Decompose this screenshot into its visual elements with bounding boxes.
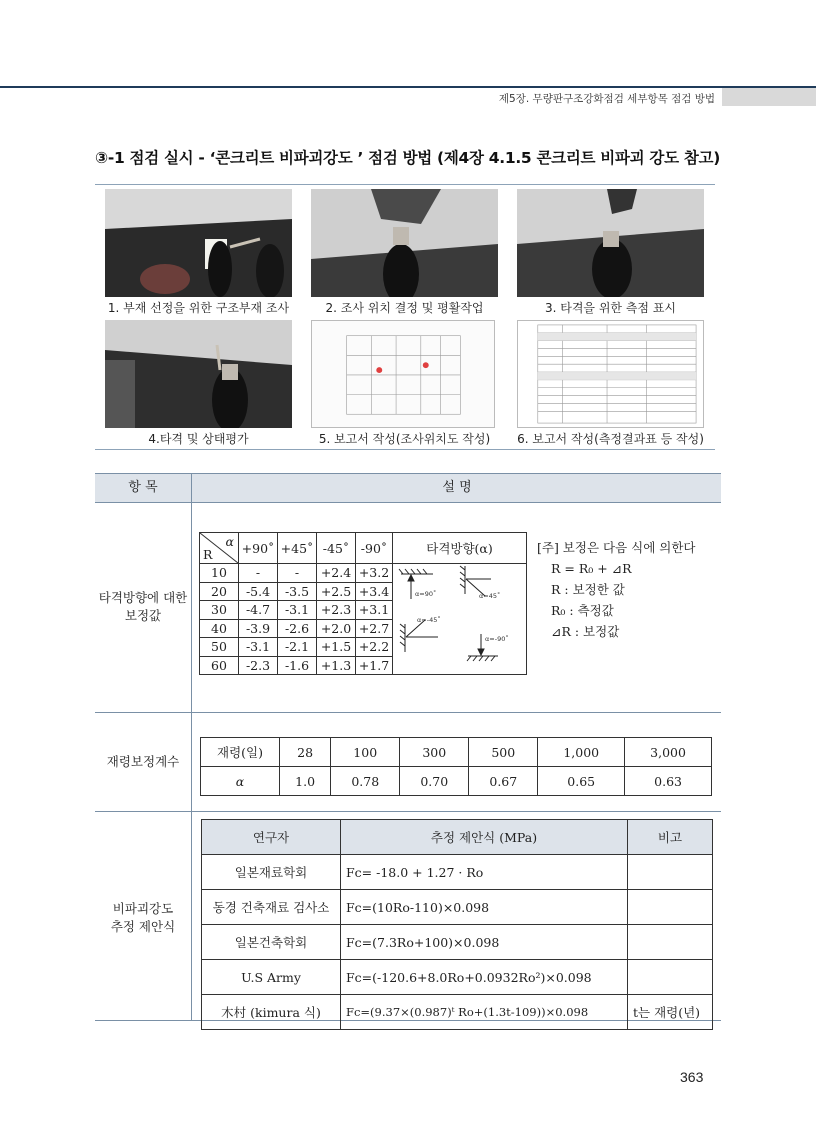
formula-cell: Fc=(-120.6+8.0Ro+0.0932Ro²)×0.098 [341,960,628,995]
table-cell: -3.1 [278,601,317,620]
photo-1 [105,189,292,297]
photo-5 [311,320,495,428]
photo-caption-3: 3. 타격을 위한 측점 표시 [544,301,677,315]
table-cell: +1.5 [317,638,356,657]
table-cell: -2.1 [278,638,317,657]
col-header: 비고 [628,820,713,855]
section-title: ③-1 점검 실시 - ‘콘크리트 비파괴강도 ’ 점검 방법 (제4장 4.1.5 콘크리트 비파괴 강도 참고) [95,149,720,167]
strength-formula-table [201,819,713,1030]
table-cell: 0.67 [469,767,538,796]
table-cell: -3.1 [239,638,278,657]
table-cell: +2.7 [356,619,393,638]
table-cell: +1.7 [356,656,393,675]
header-tab [722,88,816,106]
note-line: [주] 보정은 다음 식에 의한다 [537,540,696,555]
alpha-90-label: α=90˚ [415,590,437,598]
table-cell: +2.4 [317,564,356,583]
researcher-cell: 일본재료학회 [202,855,341,890]
table-column-divider [191,502,192,1020]
table-cell: 28 [280,738,331,767]
table-cell: -3.9 [239,619,278,638]
corner-cell [200,533,239,564]
table-cell: 0.63 [625,767,712,796]
remark-cell [628,855,713,890]
table-cell: +2.0 [317,619,356,638]
table-cell: 100 [331,738,400,767]
direction-correction-table [199,532,527,675]
chapter-header: 제5장. 무량판구조강화점검 세부항목 점검 방법 [498,93,715,105]
table-cell: +3.1 [356,601,393,620]
table-cell: 500 [469,738,538,767]
table-cell: - [239,564,278,583]
table-cell: 1,000 [538,738,625,767]
col-header: 추정 제안식 (MPa) [341,820,628,855]
r-label: R [203,547,213,562]
table-cell: 30 [200,601,239,620]
photo-3 [517,189,704,297]
direction-diagram [393,564,526,674]
photo-6 [517,320,704,428]
table-cell: +2.3 [317,601,356,620]
col-header: +90˚ [239,533,278,564]
row-label-direction-line1: 타격방향에 대한 [98,590,188,605]
table-cell: -2.3 [239,656,278,675]
table-cell: - [278,564,317,583]
table-cell: -3.5 [278,582,317,601]
col-header: +45˚ [278,533,317,564]
direction-diagram-cell [393,564,527,675]
photos-rule [95,449,715,450]
photo-4 [105,320,292,428]
row-label-direction-line2: 보정값 [124,608,162,623]
table-cell: 50 [200,638,239,657]
remark-cell: t는 재령(년) [628,995,713,1030]
researcher-cell: 일본건축학회 [202,925,341,960]
row-label-formula-line2: 추정 제안식 [110,919,176,934]
note-line: R₀ : 측정값 [551,603,614,618]
formula-cell: Fc= -18.0 + 1.27 · Ro [341,855,628,890]
age-correction-table [200,737,712,796]
table-cell: 300 [400,738,469,767]
table-cell: 재령(일) [201,738,280,767]
photo-caption-1: 1. 부재 선정을 위한 구조부재 조사 [107,301,290,315]
photo-2 [311,189,498,297]
row-label-formula-line1: 비파괴강도 [112,901,174,916]
table-cell: +3.4 [356,582,393,601]
formula-cell: Fc=(7.3Ro+100)×0.098 [341,925,628,960]
row-divider-2 [95,811,721,812]
direction-header: 타격방향(α) [393,533,527,564]
correction-note [537,537,695,642]
alpha-minus90-label: α=-90˚ [485,635,509,643]
table-cell: -2.6 [278,619,317,638]
note-line: R : 보정한 값 [551,582,625,597]
remark-cell [628,890,713,925]
formula-cell: Fc=(10Ro-110)×0.098 [341,890,628,925]
photo-caption-4: 4.타격 및 상태평가 [148,432,249,446]
table-cell: +3.2 [356,564,393,583]
col-header: -90˚ [356,533,393,564]
table-cell: 1.0 [280,767,331,796]
formula-cell: Fc=(9.37×(0.987)ᵗ Ro+(1.3t-109))×0.098 [341,995,628,1030]
remark-cell [628,925,713,960]
table-cell: 3,000 [625,738,712,767]
table-cell: +2.5 [317,582,356,601]
table-cell: 20 [200,582,239,601]
table-cell: -5.4 [239,582,278,601]
note-line: ⊿R : 보정값 [551,624,620,639]
table-cell: 0.78 [331,767,400,796]
photo-caption-6: 6. 보고서 작성(측정결과표 등 작성) [517,432,704,446]
table-header [95,473,721,503]
table-cell: 60 [200,656,239,675]
table-cell: 10 [200,564,239,583]
header-rule [0,86,816,88]
title-rule [95,184,715,185]
table-cell: -1.6 [278,656,317,675]
note-line: R = R₀ + ⊿R [551,561,632,576]
table-cell: 0.70 [400,767,469,796]
header-item: 항 목 [128,480,158,495]
col-header: 연구자 [202,820,341,855]
table-cell: -4.7 [239,601,278,620]
remark-cell [628,960,713,995]
col-header: -45˚ [317,533,356,564]
alpha-45-label: α=45˚ [479,592,501,600]
table-cell: +1.3 [317,656,356,675]
alpha-label: α [225,534,234,549]
table-cell: 40 [200,619,239,638]
row-divider-1 [95,712,721,713]
researcher-cell: U.S Army [202,960,341,995]
researcher-cell: 동경 건축재료 검사소 [202,890,341,925]
row-label-direction [95,589,191,625]
researcher-cell: 木村 (kimura 식) [202,995,341,1030]
row-label-formula [95,900,191,936]
page-number: 363 [680,1069,704,1085]
photo-caption-5: 5. 보고서 작성(조사위치도 작성) [318,432,491,446]
header-description: 설 명 [191,474,722,502]
table-cell: 0.65 [538,767,625,796]
table-cell: +2.2 [356,638,393,657]
alpha-minus45-label: α=-45˚ [417,616,441,624]
row-label-age: 재령보정계수 [106,754,180,769]
photo-caption-2: 2. 조사 위치 결정 및 평활작업 [325,301,484,315]
table-cell: α [201,767,280,796]
